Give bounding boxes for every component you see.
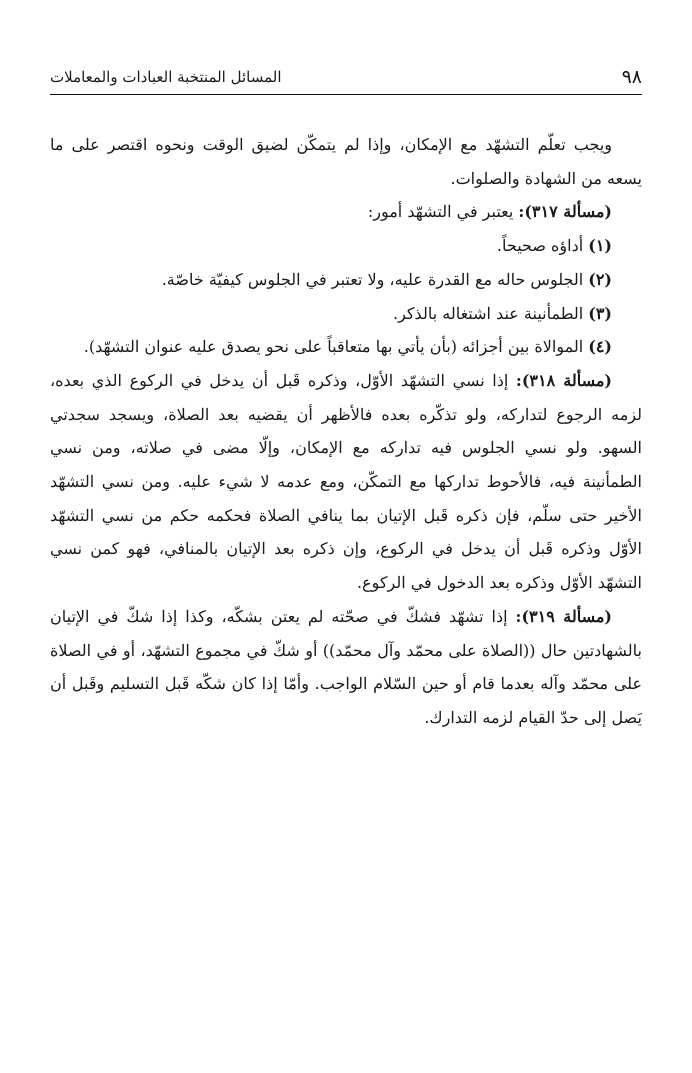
running-title: المسائل المنتخبة العبادات والمعاملات bbox=[50, 68, 282, 86]
page-number: ٩٨ bbox=[621, 66, 642, 88]
paragraph-masala-318 bbox=[50, 364, 642, 600]
paragraph-text: الموالاة بين أجزائه (بأن يأتي بها متعاقباً على نحو يصدق عليه عنوان التشهّد). bbox=[83, 337, 589, 357]
item-number: (٣) bbox=[588, 303, 612, 323]
item-number: (٤) bbox=[588, 337, 612, 357]
paragraph-masala-317 bbox=[50, 195, 642, 229]
paragraph-intro bbox=[50, 128, 642, 195]
paragraph-text: الطمأنينة عند اشتغاله بالذكر. bbox=[393, 303, 589, 323]
list-item-4 bbox=[50, 330, 642, 364]
header-rule bbox=[50, 94, 642, 95]
paragraph-text: إذا نسي التشهّد الأوّل، وذكره قَبل أن يدخل في الركوع الذي بعده، لزمه الرجوع لتداركه، ولو تذكّره بعده فالأظهر أن يقضيه بعد الصلاة، ويسجد سجدتي السهو. ولو نسي الجلوس فيه تداركه مع الإمكان، وإلّا مضى في صلاته، ومن نسي الطمأنينة فيه، فالأحوط تداركها مع التمكّن، ومع عدمه لا شيء عليه. ومن نسي التشهّد الأخير حتى سلّم، فإن ذكره قَبل الإتيان بما ينافي الصلاة فحكمه حكم من نسي التشهّد الأوّل وذكره قَبل أن يدخل في الركوع، وإن ذكره بعد الإتيان بالمنافي، فهو كمن نسي التشهّد الأوّل وذكره بعد الدخول في الركوع. bbox=[50, 370, 642, 593]
item-number: (٢) bbox=[588, 269, 612, 289]
paragraph-text: الجلوس حاله مع القدرة عليه، ولا تعتبر في الجلوس كيفيّة خاصّة. bbox=[161, 269, 589, 289]
paragraph-masala-319 bbox=[50, 600, 642, 735]
list-item-3 bbox=[50, 297, 642, 331]
issue-label: (مسألة ٣١٨): bbox=[515, 370, 613, 390]
paragraph-text: إذا تشهّد فشكّ في صحّته لم يعتن بشكّه، وكذا إذا شكّ في الإتيان بالشهادتين حال ((الصلاة على محمّد وآل محمّد)) أو شكّ في مجموع التشهّد، أو في الصلاة على محمّد وآله بعدما قام أو حين السّلام الواجب. وأمّا إذا كان شكّه قَبل التسليم وقَبل أن يَصل إلى حدّ القيام لزمه التدارك. bbox=[50, 606, 642, 727]
list-item-1 bbox=[50, 229, 642, 263]
page-header bbox=[50, 66, 642, 92]
paragraph-text: أداؤه صحيحاً. bbox=[496, 236, 589, 256]
issue-label: (مسألة ٣١٧): bbox=[518, 202, 612, 222]
list-item-2 bbox=[50, 263, 642, 297]
paragraph-text: ويجب تعلّم التشهّد مع الإمكان، وإذا لم يتمكّن لضيق الوقت ونحوه اقتصر على ما يسعه من الشهادة والصلوات. bbox=[50, 135, 642, 188]
issue-label: (مسألة ٣١٩): bbox=[515, 606, 613, 626]
item-number: (١) bbox=[588, 236, 612, 256]
page-body bbox=[50, 128, 642, 735]
paragraph-text: يعتبر في التشهّد أمور: bbox=[367, 202, 519, 222]
